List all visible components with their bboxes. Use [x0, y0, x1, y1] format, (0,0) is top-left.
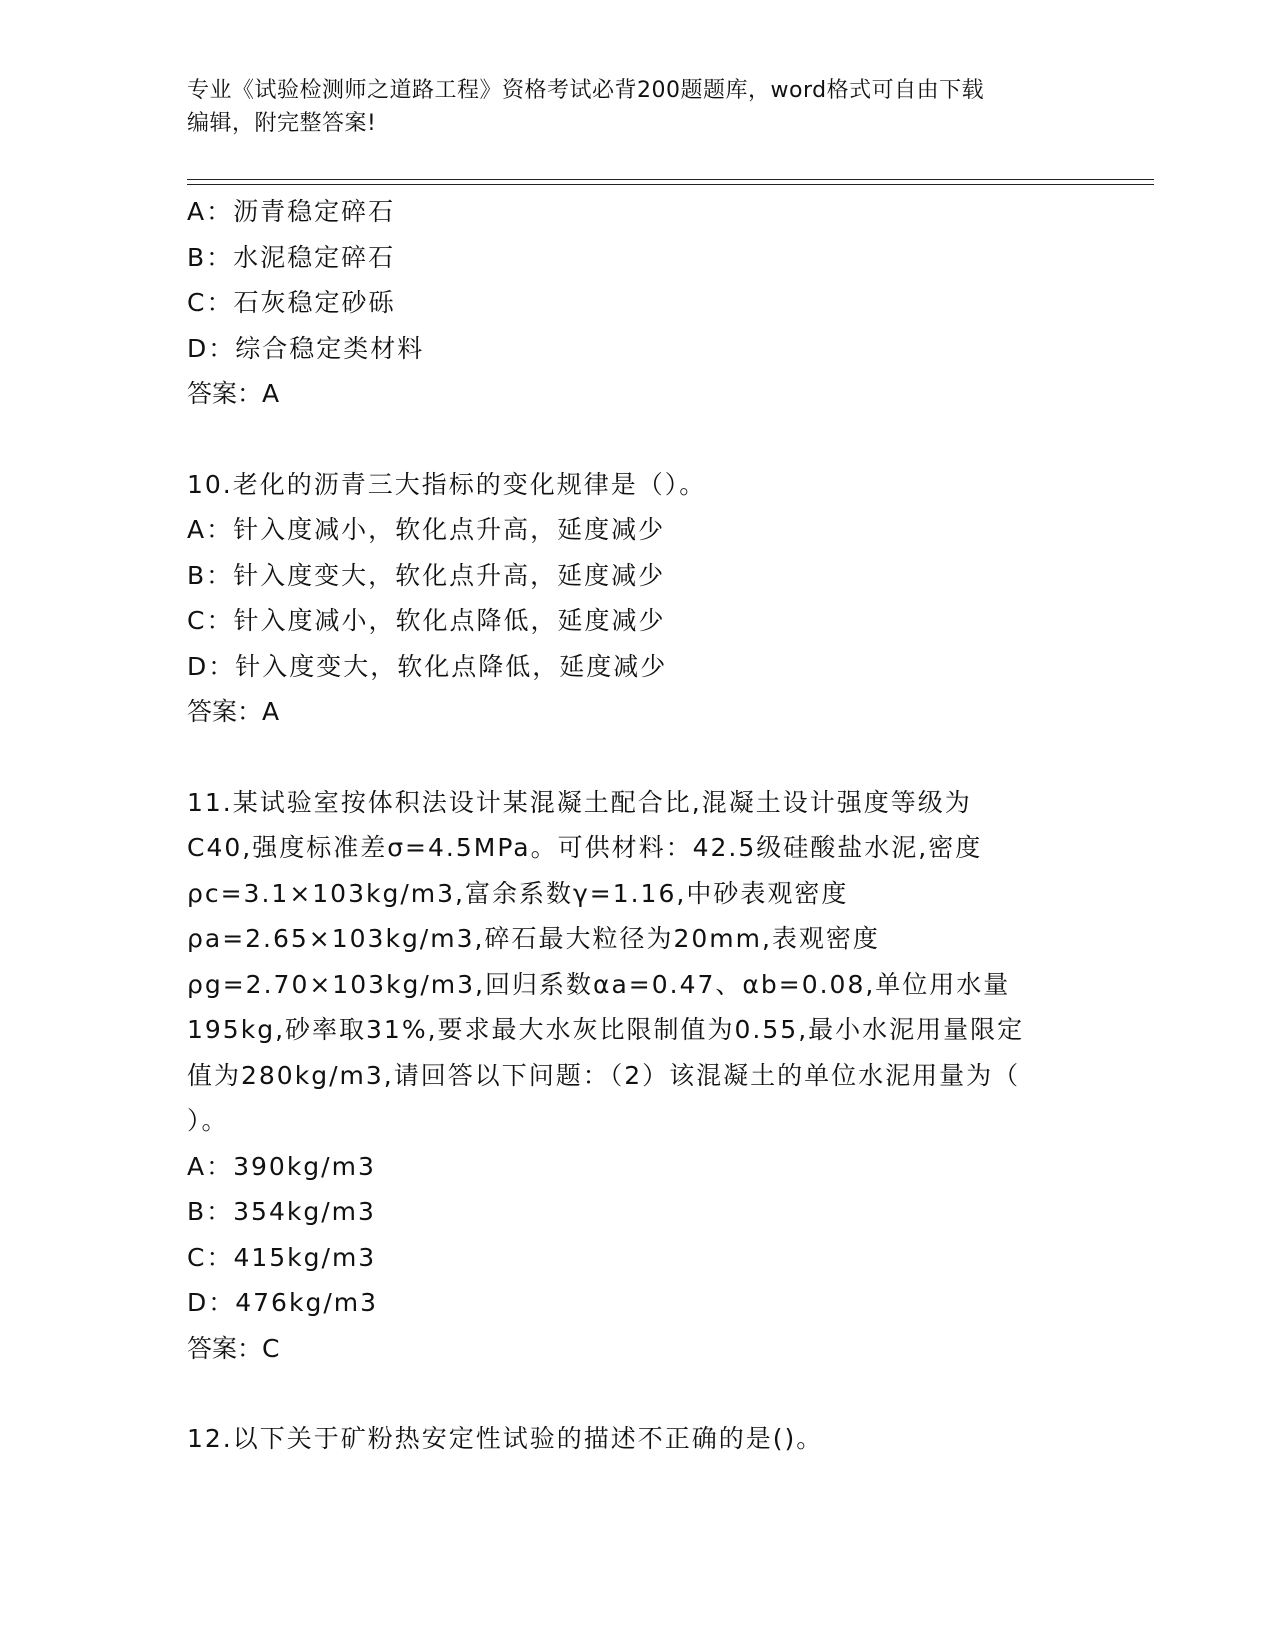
- option-c: C：石灰稳定砂砾: [187, 288, 396, 317]
- question-12: [187, 1416, 1147, 1462]
- spacer: [187, 417, 1147, 462]
- answer: 答案：A: [187, 697, 280, 726]
- option-a: A：390kg/m3: [187, 1151, 376, 1181]
- question-stem-line: ρg=2.70×103kg/m3,回归系数αa=0.47、αb=0.08,单位用水量: [187, 969, 1011, 999]
- document-header: [187, 74, 1087, 140]
- question-stem: 10.老化的沥青三大指标的变化规律是（）。: [187, 469, 707, 499]
- option-b: B：354kg/m3: [187, 1197, 376, 1226]
- question-stem-line: 值为280kg/m3,请回答以下问题：（2）该混凝土的单位水泥用量为（: [187, 1060, 1021, 1090]
- option-c: C：针入度减小，软化点降低，延度减少: [187, 606, 666, 635]
- question-list: [187, 189, 1147, 1462]
- option-b: B：水泥稳定碎石: [187, 242, 396, 272]
- question-stem-line: ρa=2.65×103kg/m3,碎石最大粒径为20mm,表观密度: [187, 924, 880, 953]
- question-stem-line: ）。: [187, 1106, 229, 1135]
- spacer: [187, 1371, 1147, 1416]
- option-d: D：476kg/m3: [187, 1288, 378, 1317]
- question-11: [187, 780, 1147, 1372]
- question-stem-line: 11.某试验室按体积法设计某混凝土配合比,混凝土设计强度等级为: [187, 787, 972, 817]
- question-stem-line: ρc=3.1×103kg/m3,富余系数γ=1.16,中砂表观密度: [187, 878, 849, 908]
- answer: 答案：C: [187, 1333, 280, 1363]
- question-9-tail: [187, 189, 1147, 417]
- option-a: A：针入度减小，软化点升高，延度减少: [187, 515, 666, 544]
- option-d: D：针入度变大，软化点降低，延度减少: [187, 651, 668, 681]
- question-stem-line: 195kg,砂率取31%,要求最大水灰比限制值为0.55,最小水泥用量限定: [187, 1015, 1025, 1044]
- option-b: B：针入度变大，软化点升高，延度减少: [187, 560, 666, 590]
- option-a: A：沥青稳定碎石: [187, 197, 396, 226]
- question-stem: 12.以下关于矿粉热安定性试验的描述不正确的是()。: [187, 1424, 824, 1453]
- option-c: C：415kg/m3: [187, 1242, 377, 1272]
- answer: 答案：A: [187, 379, 280, 408]
- question-stem-line: C40,强度标准差σ=4.5MPa。可供材料：42.5级硅酸盐水泥,密度: [187, 833, 983, 862]
- header-line-1: 专业《试验检测师之道路工程》资格考试必背200题题库，word格式可自由下载: [187, 78, 985, 103]
- header-divider-bottom: [187, 184, 1154, 185]
- question-10: [187, 462, 1147, 735]
- header-divider-top: [187, 179, 1154, 180]
- spacer: [187, 735, 1147, 780]
- option-d: D：综合稳定类材料: [187, 333, 425, 363]
- header-line-2: 编辑，附完整答案!: [187, 111, 377, 136]
